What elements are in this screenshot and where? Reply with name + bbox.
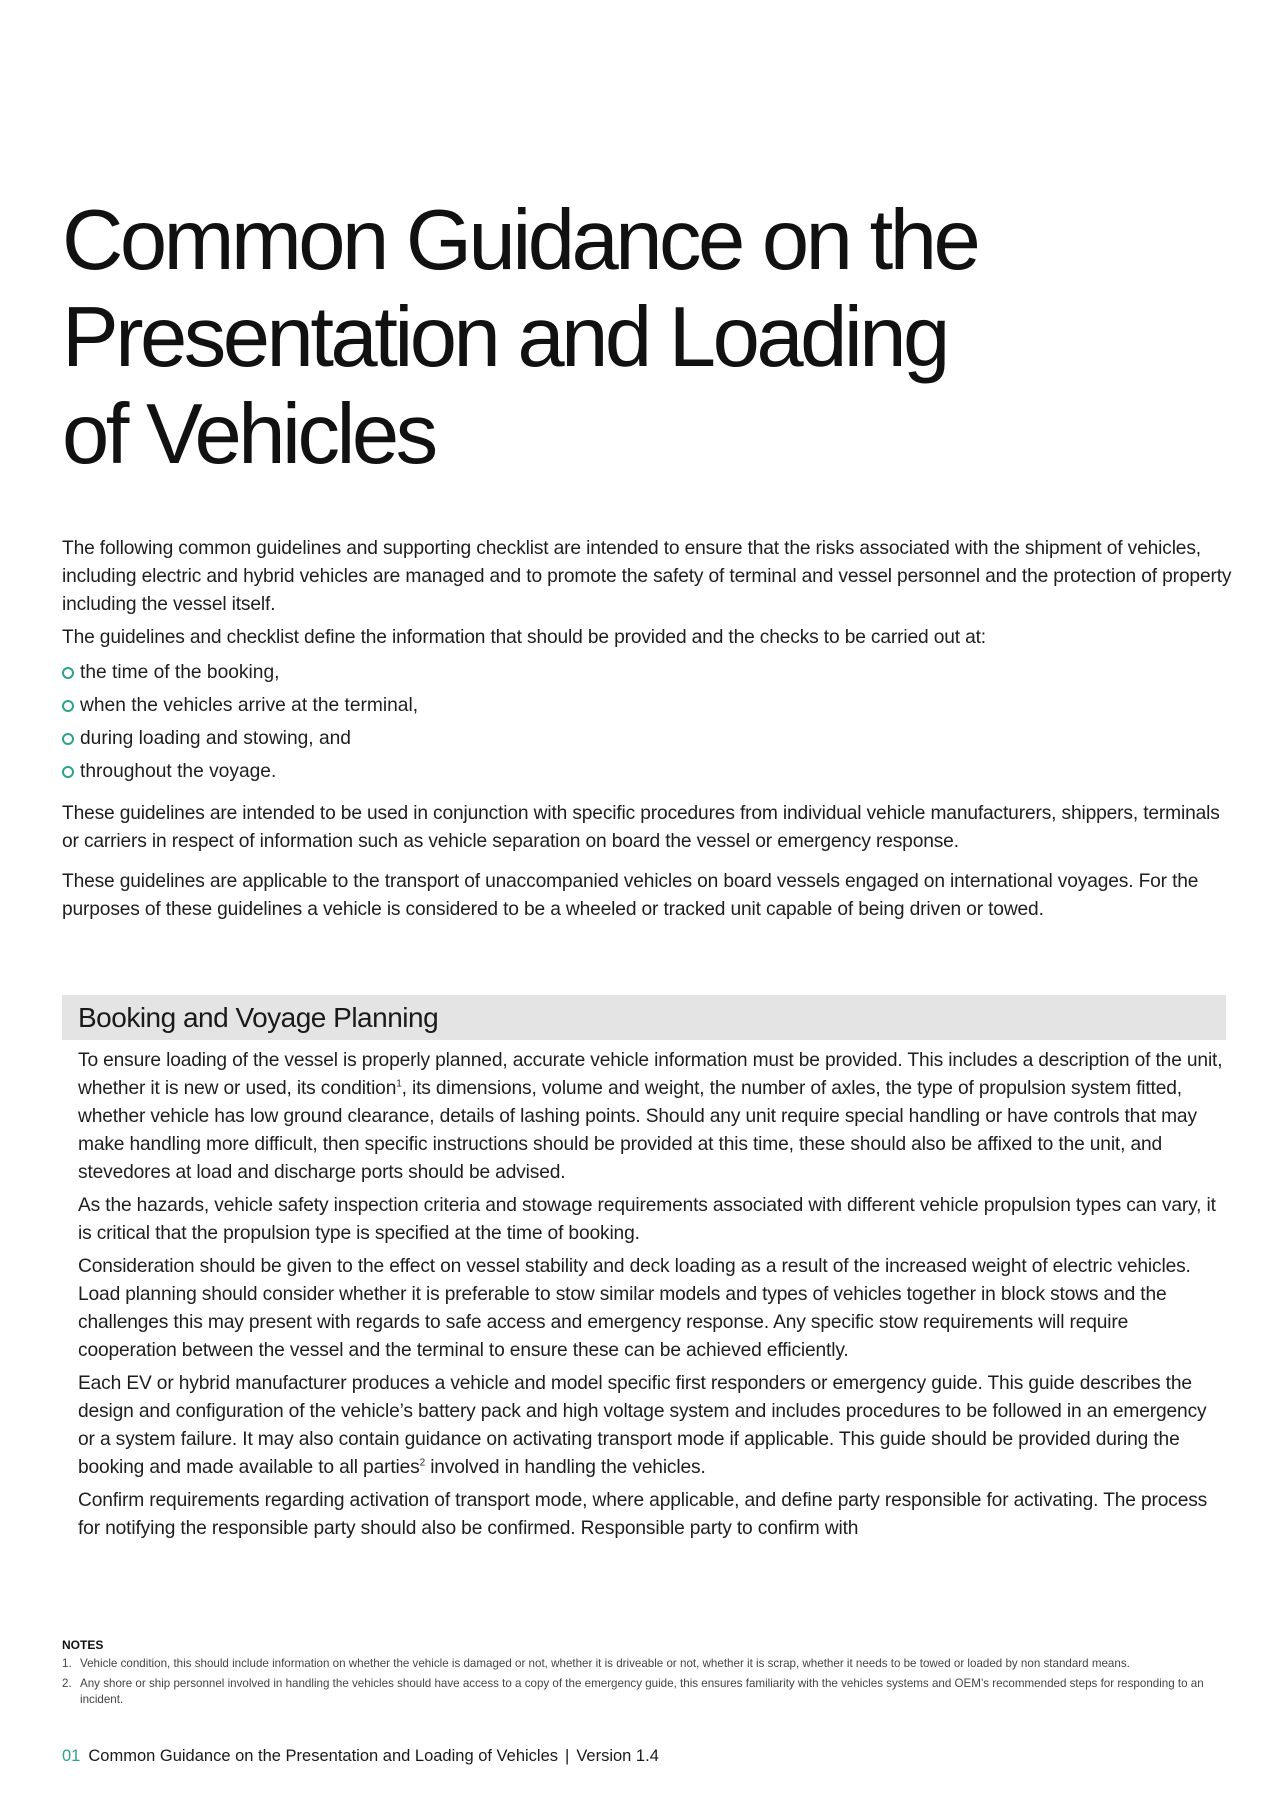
notes-list xyxy=(62,1656,1232,1708)
section-paragraph: Consideration should be given to the effect on vessel stability and deck loading as a result of the increased weight of electric vehicles. Load planning should consider whether it is preferable to stow similar models and types of vehicles together in block stows and the challenges this may present with regards to safe access and emergency response. Any specific stow requirements will require cooperation between the vessel and the terminal to ensure these can be achieved efficiently. xyxy=(78,1256,1191,1361)
list-item-text: during loading and stowing, and xyxy=(80,728,351,749)
section-paragraph xyxy=(78,1047,1228,1187)
footer-title: Common Guidance on the Presentation and Loading of Vehicles xyxy=(88,1747,559,1765)
paragraph-text: To ensure loading of the vessel is properly planned, accurate vehicle information must be provided. This includes a description of the unit, whether it is new or used, its condition xyxy=(78,1050,1223,1099)
section-heading-bar xyxy=(62,995,1226,1040)
title-line: Common Guidance on the xyxy=(62,193,978,288)
section-paragraph: Confirm requirements regarding activation of transport mode, where applicable, and define party responsible for activating. The process for notifying the responsible party should also be confirmed. Responsible party to confirm with xyxy=(78,1490,1208,1539)
section-paragraph xyxy=(78,1370,1228,1482)
note-item xyxy=(62,1656,1232,1672)
paragraph-text: , its dimensions, volume and weight, the number of axles, the type of propulsion system fitted, whether vehicle has low ground clearance, details of lashing points. Should any unit require special handling or have controls that may make handling more difficult, then specific instructions should be provided at this time, these should also be affixed to the unit, and stevedores at load and discharge ports should be advised. xyxy=(78,1078,1197,1183)
intro-section xyxy=(62,535,1232,924)
notes-section xyxy=(62,1638,1232,1712)
intro-paragraph: These guidelines are intended to be used in conjunction with specific procedures from individual vehicle manufacturers, shippers, terminals or carriers in respect of information such as vehicle separation on board the vessel or emergency response. xyxy=(62,803,1220,852)
bullet-icon xyxy=(62,766,74,778)
list-item xyxy=(62,722,1232,755)
bullet-icon xyxy=(62,733,74,745)
note-text: Vehicle condition, this should include information on whether the vehicle is damaged or not, whether it is driveable or not, whether it is scrap, whether it needs to be towed or loaded by non standard means. xyxy=(80,1657,1130,1670)
section-heading: Booking and Voyage Planning xyxy=(78,1002,439,1033)
page-footer xyxy=(62,1746,659,1766)
note-text: Any shore or ship personnel involved in handling the vehicles should have access to a copy of the emergency guide, this ensures familiarity with the vehicles systems and OEM’s recommended steps for responding to an incident. xyxy=(80,1677,1204,1706)
footnote-ref: 1 xyxy=(396,1078,402,1090)
section-body xyxy=(78,1047,1228,1548)
footer-version: Version 1.4 xyxy=(576,1747,659,1765)
section-paragraph: As the hazards, vehicle safety inspection criteria and stowage requirements associated with different vehicle propulsion types can vary, it is critical that the propulsion type is specified at the time of booking. xyxy=(78,1195,1216,1244)
bullet-icon xyxy=(62,667,74,679)
page-number: 01 xyxy=(62,1747,81,1765)
bullet-icon xyxy=(62,700,74,712)
list-item xyxy=(62,755,1232,788)
checkpoint-list xyxy=(62,656,1232,788)
footer-separator: | xyxy=(565,1747,570,1765)
intro-paragraph: The guidelines and checklist define the information that should be provided and the checks to be carried out at: xyxy=(62,627,986,648)
list-item-text: the time of the booking, xyxy=(80,662,280,683)
title-line: of Vehicles xyxy=(62,387,435,482)
title-line: Presentation and Loading xyxy=(62,290,947,385)
intro-paragraph: These guidelines are applicable to the transport of unaccompanied vehicles on board vessels engaged on international voyages. For the purposes of these guidelines a vehicle is considered to be a wheeled or tracked unit capable of being driven or towed. xyxy=(62,871,1199,920)
list-item xyxy=(62,689,1232,722)
footnote-ref: 2 xyxy=(419,1457,426,1469)
note-item xyxy=(62,1676,1232,1708)
paragraph-text: Each EV or hybrid manufacturer produces a vehicle and model specific first responders or emergency guide. This guide describes the design and configuration of the vehicle’s battery pack and high voltage system and includes procedures to be followed in an emergency or a system failure. It may also contain guidance on activating transport mode if applicable. This guide should be provided during the booking and made available to all parties xyxy=(78,1373,1207,1478)
list-item-text: throughout the voyage. xyxy=(80,761,277,782)
notes-heading: NOTES xyxy=(62,1638,104,1652)
list-item xyxy=(62,656,1232,689)
paragraph-text: involved in handling the vehicles. xyxy=(425,1457,706,1478)
list-item-text: when the vehicles arrive at the terminal, xyxy=(80,695,419,716)
note-number: 1. xyxy=(62,1657,72,1670)
page-title xyxy=(62,192,1222,483)
note-number: 2. xyxy=(62,1677,72,1690)
intro-paragraph: The following common guidelines and supporting checklist are intended to ensure that the risks associated with the shipment of vehicles, including electric and hybrid vehicles are managed and to promote the safety of terminal and vessel personnel and the protection of property including the vessel itself. xyxy=(62,538,1232,615)
